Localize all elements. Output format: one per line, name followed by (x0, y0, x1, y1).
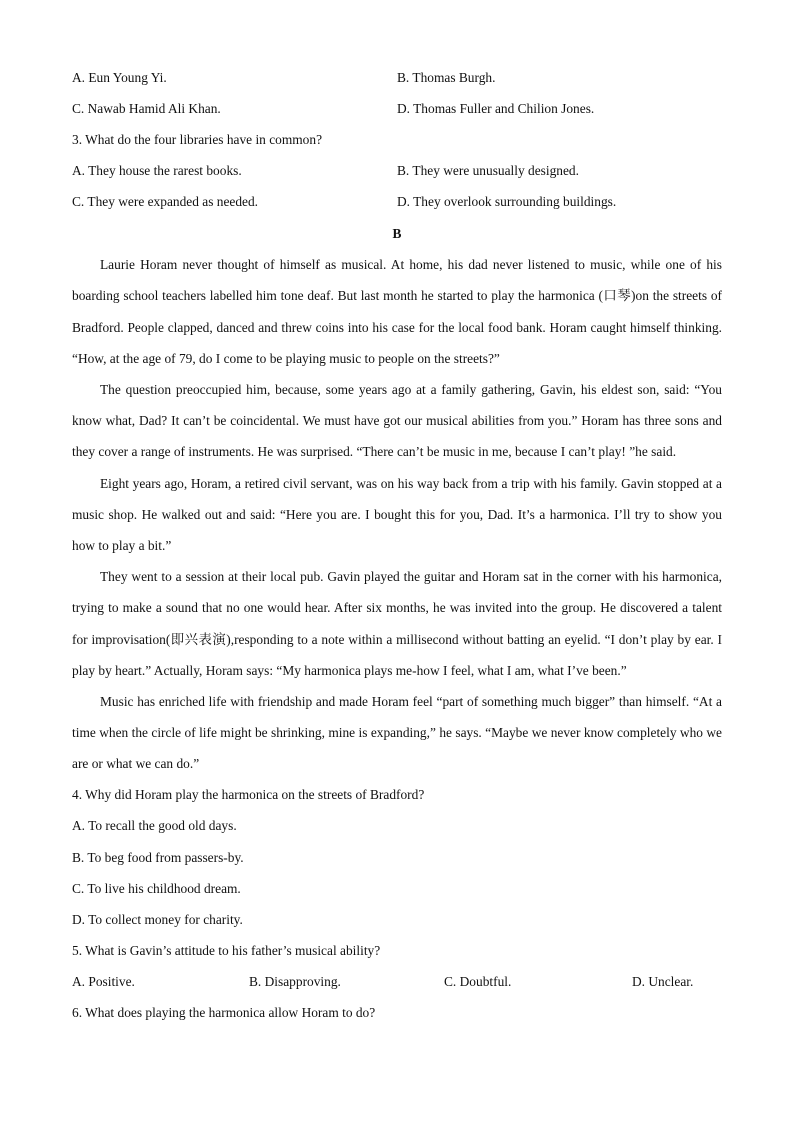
passage-paragraph: Music has enriched life with friendship and made Horam feel “part of something much bigger” than himself. “At a time when the circle of life might be shrinking, mine is expanding,” he says. “Maybe we never know completely who we are or what we can do.” (72, 693, 722, 772)
option-b: B. To beg food from passers-by. (72, 849, 244, 865)
question-3: 3. What do the four libraries have in common? (72, 131, 323, 147)
option-d: D. They overlook surrounding buildings. (397, 194, 617, 210)
option-b: B. Thomas Burgh. (397, 69, 496, 85)
question-4: 4. Why did Horam play the harmonica on the streets of Bradford? (72, 787, 425, 803)
passage-paragraph: They went to a session at their local pub. Gavin played the guitar and Horam sat in the corner with his harmonica, trying to make a sound that no one would hear. After six months, he was invited into the group. He discovered a talent for improvisation(即兴表演),responding to a note within a millisecond without batting an eyelid. “I don’t play by ear. I play by heart.” Actually, Horam says: “My harmonica plays me-how I feel, what I am, what I’ve been.” (72, 569, 722, 678)
option-c: C. They were expanded as needed. (72, 194, 259, 210)
option-a: A. They house the rarest books. (72, 163, 242, 179)
option-d: D. To collect money for charity. (72, 911, 243, 927)
question-5: 5. What is Gavin’s attitude to his father’s musical ability? (72, 943, 381, 959)
option-b: B. Disapproving. (249, 974, 341, 990)
option-row (72, 156, 722, 187)
option-c: C. To live his childhood dream. (72, 880, 241, 896)
passage-paragraph: Laurie Horam never thought of himself as musical. At home, his dad never listened to music, while one of his boarding school teachers labelled him tone deaf. But last month he started to play the harmonica (口琴)on the streets of Bradford. People clapped, danced and threw coins into his case for the local food bank. Horam caught himself thinking. “How, at the age of 79, do I come to be playing music to people on the streets?” (72, 257, 722, 366)
option-row (72, 62, 722, 93)
passage-paragraph: Eight years ago, Horam, a retired civil servant, was on his way back from a trip with his family. Gavin stopped at a music shop. He walked out and said: “Here you are. I bought this for you, Dad. It’s a harmonica. I’ll try to show you how to play a bit.” (72, 475, 722, 553)
option-c: C. Nawab Hamid Ali Khan. (72, 100, 221, 116)
question-6: 6. What does playing the harmonica allow Horam to do? (72, 1005, 376, 1021)
passage-paragraph: The question preoccupied him, because, some years ago at a family gathering, Gavin, his eldest son, said: “You know what, Dad? It can’t be coincidental. We must have got our musical abilities from you.” Horam has three sons and they cover a range of instruments. He was surprised. “There can’t be music in me, because I can’t play! ”he said. (72, 381, 722, 460)
section-title: B (392, 225, 402, 241)
option-row (72, 187, 722, 218)
option-row (72, 967, 722, 998)
option-a: A. Eun Young Yi. (72, 69, 167, 85)
exam-page (72, 62, 722, 1029)
option-d: D. Unclear. (632, 974, 694, 990)
option-d: D. Thomas Fuller and Chilion Jones. (397, 100, 595, 116)
option-a: A. To recall the good old days. (72, 818, 237, 834)
option-row (72, 93, 722, 124)
option-a: A. Positive. (72, 974, 135, 990)
option-c: C. Doubtful. (444, 974, 512, 990)
option-b: B. They were unusually designed. (397, 163, 579, 179)
